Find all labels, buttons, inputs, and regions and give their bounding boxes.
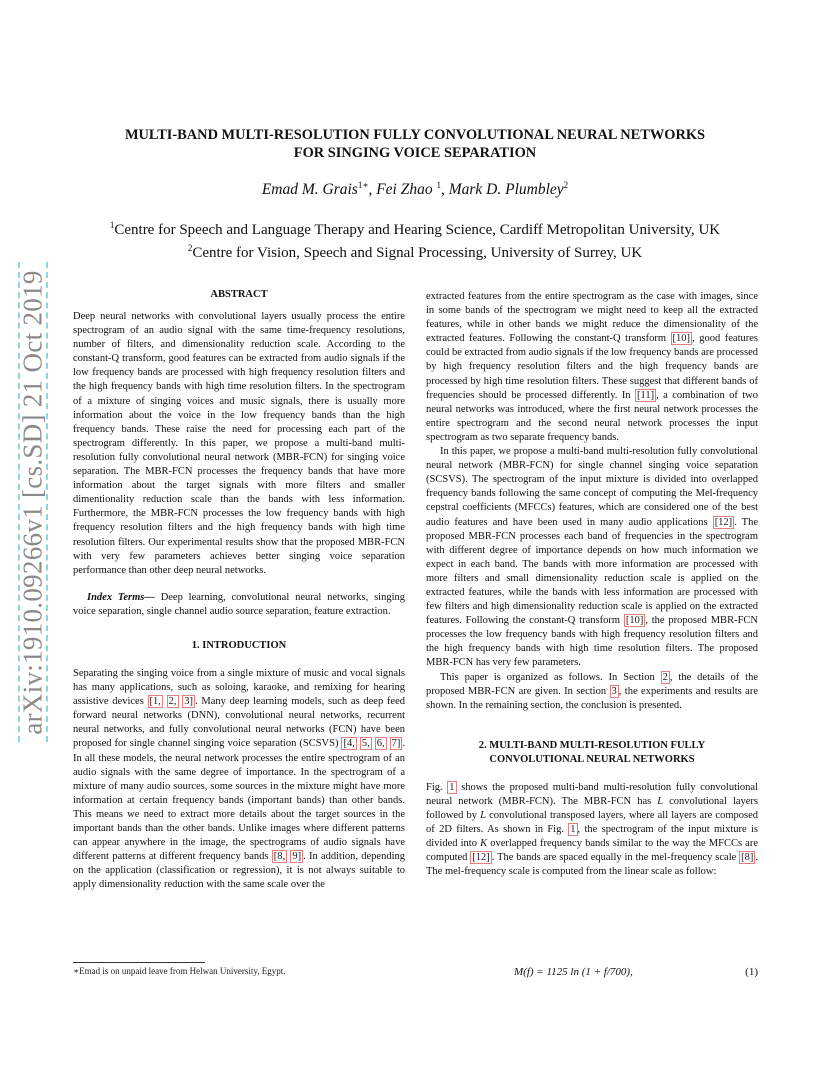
math-variable: L	[657, 795, 664, 807]
intro-text: Separating the singing voice from a single mixture of music and vocal signals has many applications, such as soloing, karaoke, and remixing for hearing assistive devices	[73, 667, 405, 708]
citation-link[interactable]: [12]	[472, 852, 490, 864]
math-variable: K	[480, 838, 488, 850]
intro-paragraph-3	[426, 671, 758, 713]
affiliation-2	[60, 239, 770, 262]
section-2-heading	[426, 739, 758, 767]
section-2-text: overlapped frequency bands similar to the way the MFCCs are computed	[426, 838, 758, 864]
section-2-heading-line-1: 2. MULTI-BAND MULTI-RESOLUTION FULLY	[478, 739, 706, 751]
citation-link[interactable]: [4,	[343, 738, 355, 750]
intro-text: This paper is organized as follows. In Section	[440, 671, 661, 683]
equation-number: (1)	[745, 966, 758, 978]
right-column	[426, 290, 758, 879]
intro-paragraph-1-continued	[426, 290, 758, 445]
section-2-text: convolutional transposed layers, where all layers are composed of 2D filters. As shown in Fig.	[426, 810, 759, 836]
arxiv-stamp-text: arXiv:1910.09266v1 [cs.SD] 21 Oct 2019	[17, 269, 48, 735]
affiliations	[60, 216, 770, 262]
citation-link[interactable]: 7]	[391, 738, 401, 750]
citation-link[interactable]: [11]	[636, 389, 655, 401]
intro-text: . In addition, depending on the application (classification or regression), it is not always suitable to apply dimensionality reduction with the same scale over the	[73, 851, 406, 891]
author-2: Fei Zhao	[376, 181, 433, 199]
intro-text: . The proposed MBR-FCN processes each band of frequencies in the spectrogram with different degree of importance depends on how much information we expect in each band. The bands with more information are processed with more filters and small dimensionality reduction scale is applied on the extracted features, while the bands with less information are processed with few filters and high dimensionality reduction scale is applied on the extracted features. Following the constant-Q transform	[426, 516, 758, 627]
citation-link[interactable]: 2,	[168, 696, 177, 708]
section-link[interactable]: 3	[611, 685, 617, 697]
affiliation-1	[60, 216, 770, 239]
equation-body: M(f) = 1125 ln (1 + f/700),	[514, 966, 633, 978]
intro-text: , a combination of two neural networks was introduced, where the first neural network processes the entire spectrogram and the second neural network processes the input spectrogram as two separate frequency bands.	[426, 389, 759, 443]
intro-text: , good features could be extracted from audio signals if the low frequency bands are processed by high frequency resolution filters and the high frequency bands are processed by high time resolution filters. These suggest that different bands of frequencies should be processed differently. In	[426, 333, 759, 401]
left-column	[73, 288, 405, 892]
section-2-text: shows the proposed multi-band multi-resolution fully convolutional neural network (MBR-FCN). The MBR-FCN has	[426, 781, 758, 807]
citation-link[interactable]: 5,	[361, 738, 370, 750]
section-link[interactable]: 2	[662, 671, 668, 683]
section-2-text: . The bands are spaced equally in the mel-frequency scale	[491, 852, 740, 864]
intro-text: , the details of the proposed MBR-FCN are given. In section	[426, 671, 758, 697]
intro-text: In this paper, we propose a multi-band multi-resolution fully convolutional neural network (MBR-FCN) for single channel singing voice separation (SCSVS). The spectrogram of the input mixture is divided into overlapped frequency bands following the same concept of computing the Mel-frequency cepstral coefficients (MFCCs) features, which are considered one of the best audio features and have been used in many audio applications	[426, 446, 758, 528]
citation-link[interactable]: [8]	[741, 852, 754, 864]
citation-link[interactable]: [10]	[672, 333, 691, 345]
footnote-divider	[73, 962, 205, 963]
affiliation-1-text: Centre for Speech and Language Therapy and Hearing Science, Cardiff Metropolitan University, UK	[114, 222, 721, 238]
index-terms	[73, 591, 405, 619]
author-2-sup: 1	[436, 180, 441, 190]
abstract-heading: ABSTRACT	[210, 289, 268, 300]
abstract-text: Deep neural networks with convolutional layers usually process the entire spectrogram of an audio signal with the same time-frequency resolutions, number of filters, and dimensionality reduction scale. According to the constant-Q transform, good features can be extracted from audio signals if the low frequency bands are processed with high frequency resolution filters and the high frequency bands with high time resolution filters. In the spectrogram of a mixture of singing voices and music signals, there is usually more information about the voice in the low frequency bands than the high frequency bands. These raise the need for processing each part of the spectrogram differently. In this paper, we propose a multi-band multi-resolution fully convolutional neural network (MBR-FCN) for singing voice separation. The MBR-FCN processes the frequency bands that have more information about the target signals with more filters and smaller dimentionality reduction scale than the bands with less information. Furthermore, the MBR-FCN processes the low frequency bands with high frequency resolution filters and the high frequency bands with high time resolution filters. Our experimental results show that the proposed MBR-FCN with very few parameters achieves better singing voice separation performance than other deep neural networks.	[73, 311, 405, 576]
author-1: Emad M. Grais	[261, 181, 358, 199]
arxiv-stamp	[18, 262, 48, 742]
affiliation-2-sup: 2	[187, 243, 193, 253]
section-2-text: Fig.	[426, 781, 448, 793]
intro-text: . Many deep learning models, such as deep feed forward neural networks (DNN), convolutional neural networks, recurrent neural networks, and fully convolutional neural networks (FCN) have been proposed for single channel singing voice separation (SCSVS)	[73, 696, 406, 750]
citation-link[interactable]: 9]	[292, 851, 302, 863]
index-terms-label: Index Terms—	[87, 591, 155, 603]
math-variable: L	[480, 810, 486, 821]
citation-link[interactable]: [1,	[149, 696, 161, 708]
affiliation-1-sup: 1	[109, 220, 115, 230]
authors: Emad M. Grais$^{1∗}$, Fei Zhao $^1$, Mark D. Plumbley$^2$	[261, 180, 569, 199]
author-3-sup: 2	[563, 180, 569, 190]
section-2-paragraph	[426, 781, 758, 880]
author-1-sup: 1∗	[357, 180, 369, 190]
affiliation-2-text: Centre for Vision, Speech and Signal Processing, University of Surrey, UK	[192, 245, 643, 261]
citation-link[interactable]: 6,	[376, 738, 385, 750]
section-2-text: . The mel-frequency scale is computed from the linear scale as follow:	[426, 852, 759, 878]
intro-paragraph-1	[73, 667, 405, 893]
paper-title	[80, 126, 750, 162]
intro-text: extracted features from the entire spectrogram as the case with images, since in some bands of the spectrogram we might need to keep all the extracted features, while in other bands we might reduce the dimensionality of the extracted features. Following the constant-Q transform	[426, 291, 758, 345]
intro-text: , the proposed MBR-FCN processes the low frequency bands with high frequency resolution filters and the high frequency bands with high time resolution filters. The proposed MBR-FCN has very few parameters.	[426, 615, 758, 669]
figure-link[interactable]: 1	[449, 781, 455, 793]
footnote: ∗Emad is on unpaid leave from Helwan University, Egypt.	[73, 966, 286, 976]
author-3: Mark D. Plumbley	[448, 181, 564, 199]
citation-link[interactable]: 3]	[184, 696, 193, 708]
section-2-text: , the spectrogram of the input mixture is divided into	[426, 824, 758, 850]
introduction-heading: 1. INTRODUCTION	[191, 639, 287, 651]
citation-link[interactable]: [8,	[273, 851, 286, 863]
citation-link[interactable]: [12]	[714, 516, 733, 528]
figure-link[interactable]: 1	[570, 824, 576, 836]
intro-text: . In all these models, the neural network processes the entire spectrogram of an audio signals with the same degree of importance. In the spectrogram of a mixture of many audio sources, some sources in the mixture might have more information at certain frequency bands (important bands) than other bands. This means we need to extract more details about the target sources in the important bands than the other bands. Unlike images where different patterns can appear anywhere in the image, the spectrograms of audio signals have different patterns at different frequency bands	[73, 738, 406, 863]
title-line-2: FOR SINGING VOICE SEPARATION	[293, 145, 537, 161]
section-2-text: convolutional layers followed by	[426, 795, 759, 821]
index-terms-text: Deep learning, convolutional neural networks, singing voice separation, single channel audio source separation, feature extraction.	[73, 591, 405, 617]
title-line-1: MULTI-BAND MULTI-RESOLUTION FULLY CONVOLUTIONAL NEURAL NETWORKS	[124, 127, 706, 143]
intro-paragraph-2	[426, 445, 758, 671]
citation-link[interactable]: [10]	[625, 615, 644, 627]
intro-text: , the experiments and results are shown. In the remaining section, the conclusion is presented.	[426, 685, 758, 711]
equation-1	[426, 966, 758, 982]
section-2-heading-line-2: CONVOLUTIONAL NEURAL NETWORKS	[489, 753, 695, 765]
